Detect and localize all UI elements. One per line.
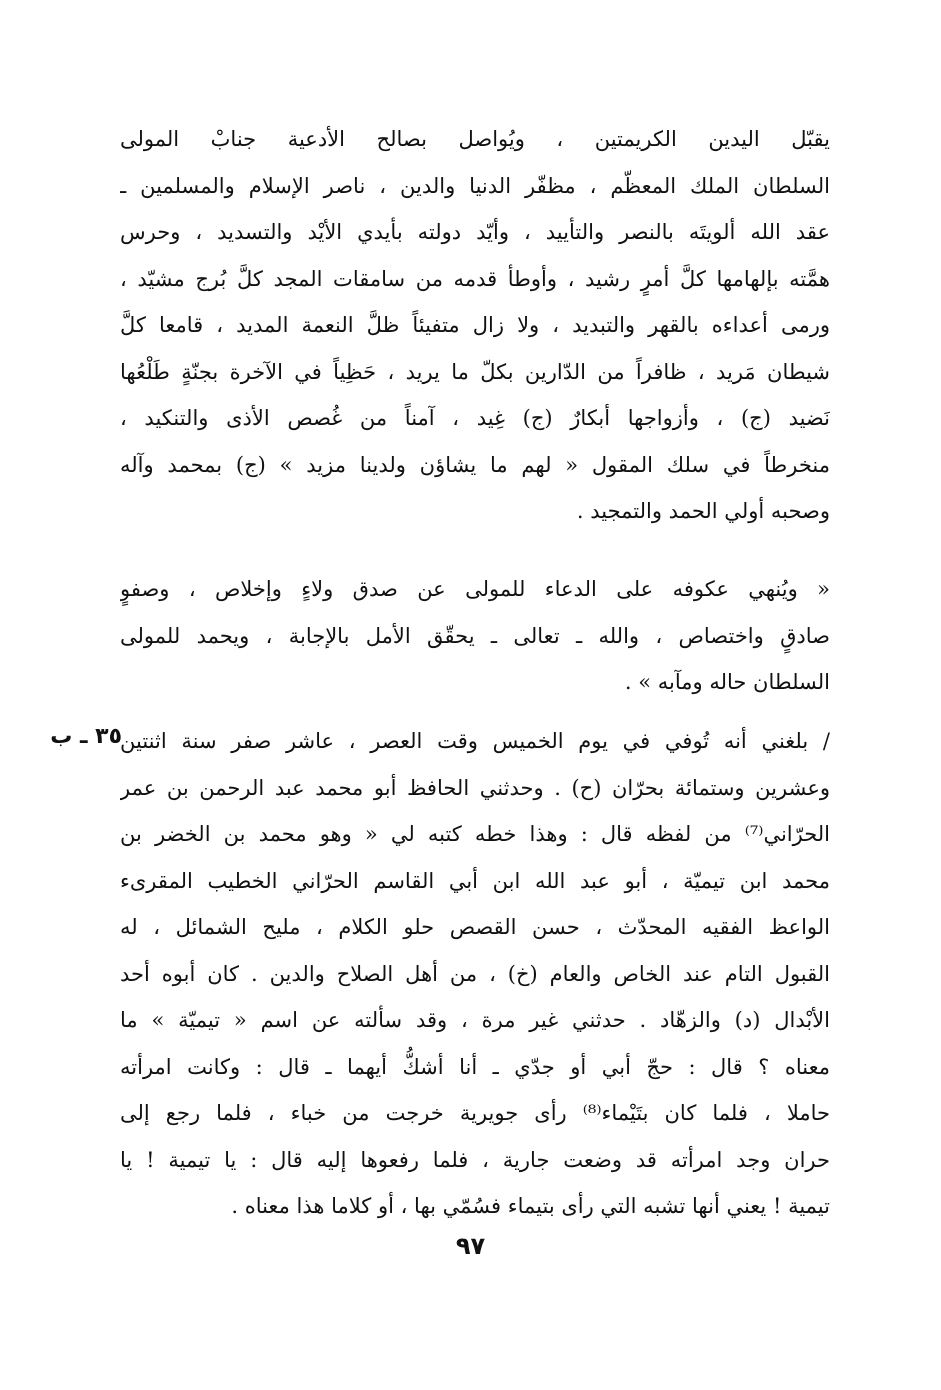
text-line: القبول التام عند الخاص والعام (خ) ، من أهل الصلاح والدين . كان أبوه أحد (120, 961, 830, 986)
text-line: نَضيد (ج) ، وأزواجها أبكارٌ (ج) غِيد ، آمناً من غُصص الأذى والتنكيد ، (120, 406, 830, 430)
text-line: وعشرين وستمائة بحرّان (ح) . وحدثني الحافظ أبو محمد عبد الرحمن بن عمر (120, 775, 830, 800)
text-line: الأبْدال (د) والزهّاد . حدثني غير مرة ، وقد سألته عن اسم « تيميّة » ما (120, 1008, 830, 1032)
text-line: منخرطاً في سلك المقول « لهم ما يشاؤن ولدينا مزيد » (ج) بمحمد وآله (120, 452, 830, 477)
text-line: ورمى أعداءه بالقهر والتبديد ، ولا زال متفيئاً ظلَّ النعمة المديد ، قامعا كلَّ (120, 313, 830, 337)
text-line: السلطان الملك المعظّم ، مظفّر الدنيا والدين ، ناصر الإسلام والمسلمين ـ (120, 173, 830, 198)
folio-margin-note: ٣٥ ـ ب (50, 724, 122, 749)
text-line: معناه ؟ قال : حجّ أبي أو جدّي ـ أنا أشكُّ أيهما ـ قال : وكانت امرأته (120, 1054, 830, 1079)
text-line: « ويُنهي عكوفه على الدعاء للمولى عن صدق ولاءٍ وإخلاص ، وصفوٍ (120, 577, 830, 601)
text-line: الحرّاني⁽⁷⁾ من لفظه قال : وهذا خطه كتبه لي « وهو محمد بن الخضر بن (120, 822, 830, 846)
paragraph-2 (120, 566, 830, 706)
text-line: السلطان حاله ومآبه » . (624, 670, 830, 694)
page-number: ٩٧ (455, 1232, 486, 1260)
text-line: صادقٍ واختصاص ، والله ـ تعالى ـ يحقّق الأمل بالإجابة ، ويحمد للمولى (120, 623, 830, 648)
paragraph-3 (120, 718, 830, 1230)
text-line: همَّته بإلهامها كلَّ أمرٍ رشيد ، وأوطأ قدمه من سامقات المجد كلَّ بُرج مشيّد ، (120, 266, 830, 291)
text-line: تيمية ! يعني أنها تشبه التي رأى بتيماء فسُمّي بها ، أو كلاما هذا معناه . (231, 1194, 830, 1218)
text-line: الواعظ الفقيه المحدّث ، حسن القصص حلو الكلام ، مليح الشمائل ، له (120, 915, 830, 939)
text-line: شيطان مَريد ، ظافراً من الدّارين بكلّ ما يريد ، حَظِياً في الآخرة بجنّةٍ طَلْعُها (120, 359, 830, 384)
paragraph-1 (120, 116, 830, 535)
text-line: يقبّل اليدين الكريمتين ، ويُواصل بصالح الأدعية جنابْ المولى (120, 127, 830, 151)
text-line: حران وجد امرأته قد وضعت جارية ، فلما رفعوها إليه قال : يا تيمية ! يا (120, 1147, 830, 1172)
text-line: حاملا ، فلما كان بتَيْماء⁽⁸⁾ رأى جويرية خرجت من خباء ، فلما رجع إلى (120, 1101, 830, 1125)
text-line: وصحبه أولي الحمد والتمجيد . (576, 499, 830, 523)
text-line: / بلغني أنه تُوفي في يوم الخميس وقت العصر ، عاشر صفر سنة اثنتين (120, 729, 830, 753)
text-line: محمد ابن تيميّة ، أبو عبد الله ابن أبي القاسم الحرّاني الخطيب المقرىء (120, 868, 830, 893)
text-line: عقد الله ألويتَه بالنصر والتأييد ، وأيّد دولته بأيدي الأيْد والتسديد ، وحرس (120, 220, 830, 244)
